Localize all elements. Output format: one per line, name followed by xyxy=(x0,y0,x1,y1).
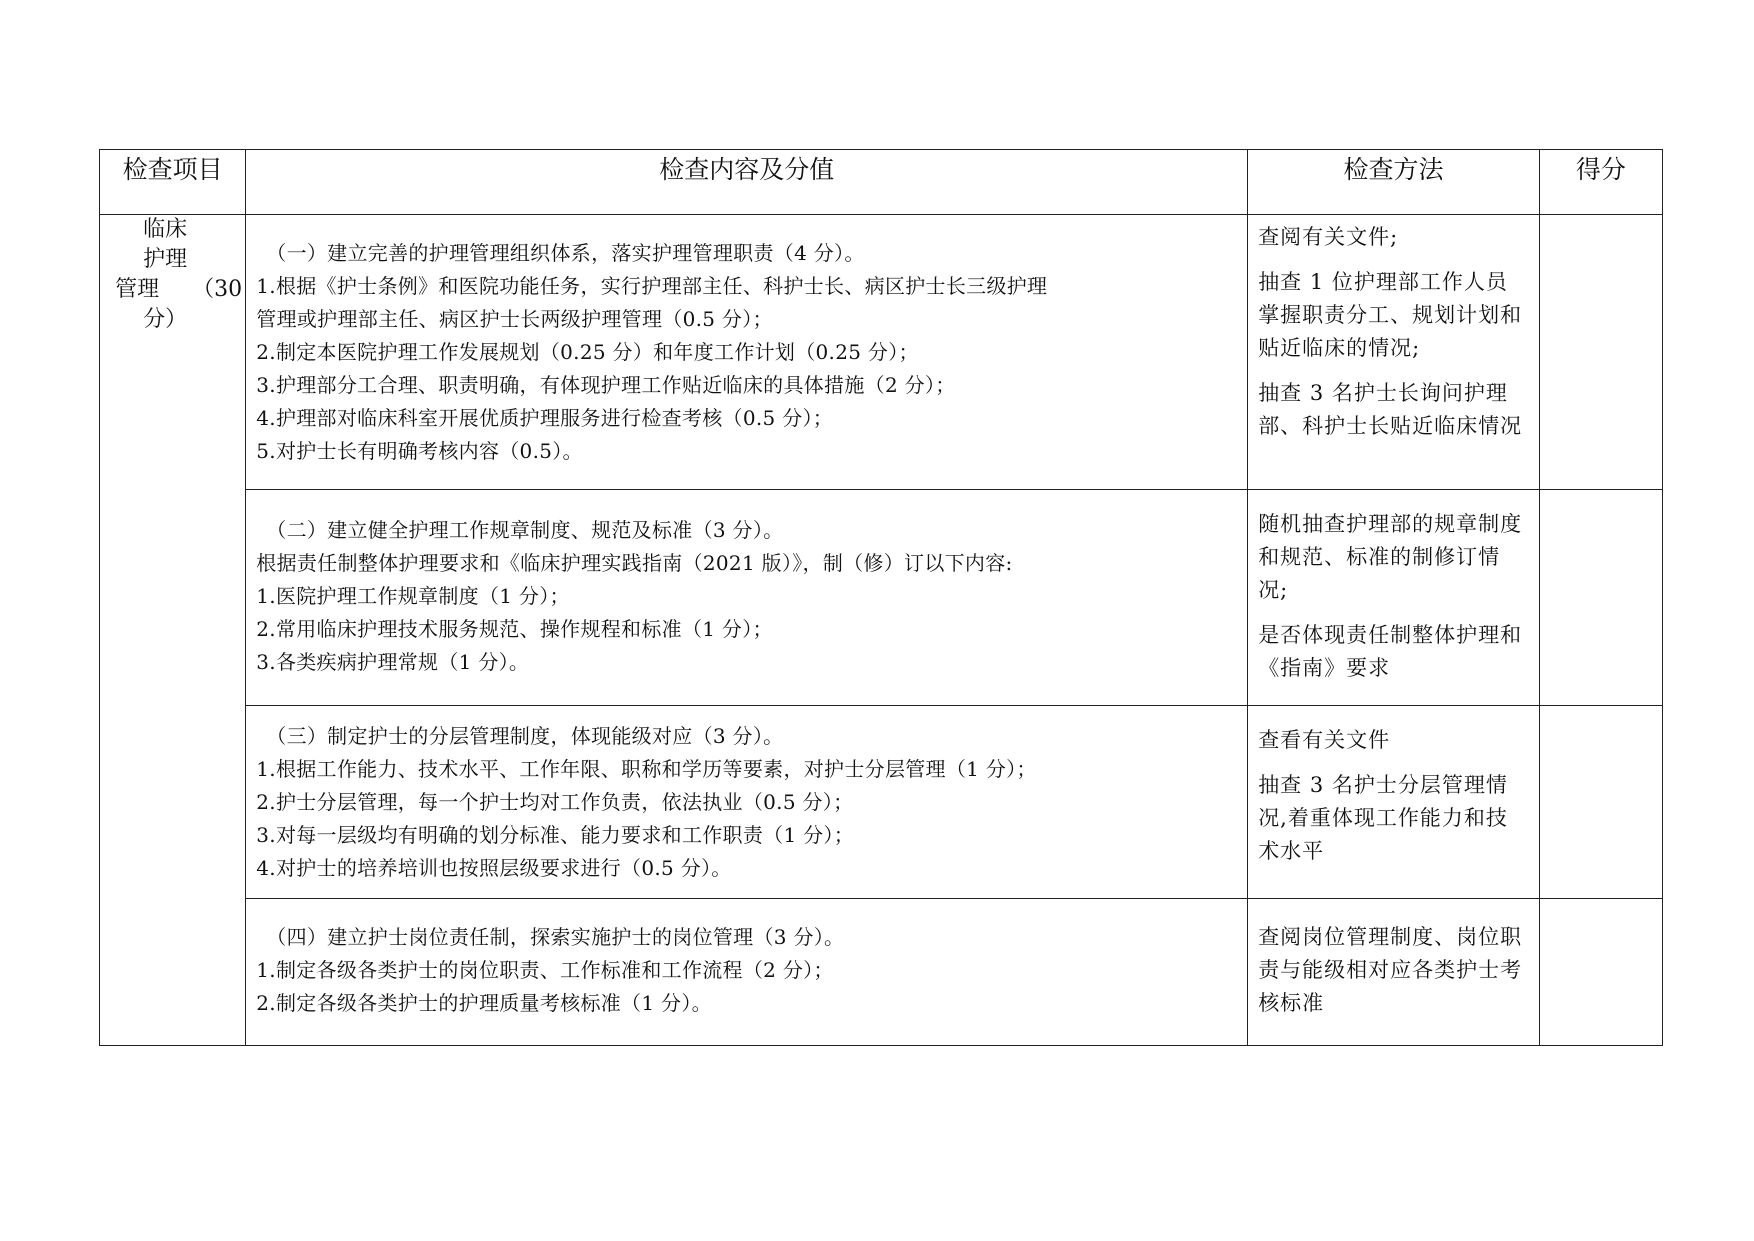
header-score: 得分 xyxy=(1539,150,1662,215)
content-line: 5.对护士长有明确考核内容（0.5）。 xyxy=(256,439,583,463)
header-item: 检查项目 xyxy=(100,150,246,215)
content-line: （三）制定护士的分层管理制度，体现能级对应（3 分）。 xyxy=(266,724,784,748)
score-cell[interactable] xyxy=(1539,706,1662,899)
method-text: 查阅有关文件; xyxy=(1258,225,1399,249)
content-line: 1.根据工作能力、技术水平、工作年限、职称和学历等要素，对护士分层管理（1 分）； xyxy=(256,757,1037,781)
content-line: 4.对护士的培养培训也按照层级要求进行（0.5 分）。 xyxy=(256,856,732,880)
method-cell xyxy=(1248,899,1540,1046)
content-line: 3.对每一层级均有明确的划分标准、能力要求和工作职责（1 分）； xyxy=(256,823,855,847)
content-cell xyxy=(246,490,1248,706)
content-line: 2.制定本医院护理工作发展规划（0.25 分）和年度工作计划（0.25 分）； xyxy=(256,340,919,364)
score-cell[interactable] xyxy=(1539,490,1662,706)
content-line: 根据责任制整体护理要求和《临床护理实践指南（2021 版）》，制（修）订以下内容: xyxy=(256,551,1013,575)
content-line: 2.制定各级各类护士的护理质量考核标准（1 分）。 xyxy=(256,991,712,1015)
table-row xyxy=(100,899,1663,1046)
category-line: 管理 （30 xyxy=(115,277,243,302)
method-cell xyxy=(1248,215,1540,490)
method-text: 是否体现责任制整体护理和《指南》要求 xyxy=(1258,623,1523,680)
content-line: 1.医院护理工作规章制度（1 分）； xyxy=(256,584,570,608)
method-text: 抽查 1 位护理部工作人员掌握职责分工、规划计划和贴近临床的情况; xyxy=(1258,270,1523,360)
content-cell xyxy=(246,215,1248,490)
content-line: 1.根据《护士条例》和医院功能任务，实行护理部主任、科护士长、病区护士长三级护理 xyxy=(256,274,1048,298)
score-cell[interactable] xyxy=(1539,899,1662,1046)
inspection-table xyxy=(99,149,1663,1046)
content-line: （四）建立护士岗位责任制，探索实施护士的岗位管理（3 分）。 xyxy=(266,925,845,949)
category-label xyxy=(115,215,242,335)
content-line: 1.制定各级各类护士的岗位职责、工作标准和工作流程（2 分）； xyxy=(256,958,834,982)
method-text: 抽查 3 名护士分层管理情况,着重体现工作能力和技术水平 xyxy=(1258,773,1508,863)
table-row xyxy=(100,706,1663,899)
method-text: 抽查 3 名护士长询问护理部、科护士长贴近临床情况 xyxy=(1258,381,1523,438)
header-row xyxy=(100,150,1663,215)
method-text: 查阅岗位管理制度、岗位职责与能级相对应各类护士考核标准 xyxy=(1258,925,1523,1015)
category-line: 护理 xyxy=(143,247,188,272)
method-cell xyxy=(1248,490,1540,706)
header-content: 检查内容及分值 xyxy=(246,150,1248,215)
content-line: 3.各类疾病护理常规（1 分）。 xyxy=(256,650,530,674)
content-line: 管理或护理部主任、病区护士长两级护理管理（0.5 分）； xyxy=(256,307,773,331)
table-row xyxy=(100,215,1663,490)
header-method: 检查方法 xyxy=(1248,150,1540,215)
table-row xyxy=(100,490,1663,706)
category-line: 临床 xyxy=(143,217,188,242)
content-line: 2.护士分层管理，每一个护士均对工作负责，依法执业（0.5 分）； xyxy=(256,790,854,814)
content-line: 4.护理部对临床科室开展优质护理服务进行检查考核（0.5 分）； xyxy=(256,406,834,430)
content-cell xyxy=(246,899,1248,1046)
category-cell xyxy=(100,215,246,1046)
method-cell xyxy=(1248,706,1540,899)
category-line: 分） xyxy=(143,307,188,332)
method-text: 随机抽查护理部的规章制度和规范、标准的制修订情况; xyxy=(1258,512,1523,602)
content-line: 3.护理部分工合理、职责明确，有体现护理工作贴近临床的具体措施（2 分）； xyxy=(256,373,956,397)
method-text: 查看有关文件 xyxy=(1258,728,1391,752)
content-cell xyxy=(246,706,1248,899)
content-line: 2.常用临床护理技术服务规范、操作规程和标准（1 分）； xyxy=(256,617,773,641)
content-line: （一）建立完善的护理管理组织体系，落实护理管理职责（4 分）。 xyxy=(266,241,865,265)
content-line: （二）建立健全护理工作规章制度、规范及标准（3 分）。 xyxy=(266,518,784,542)
score-cell[interactable] xyxy=(1539,215,1662,490)
